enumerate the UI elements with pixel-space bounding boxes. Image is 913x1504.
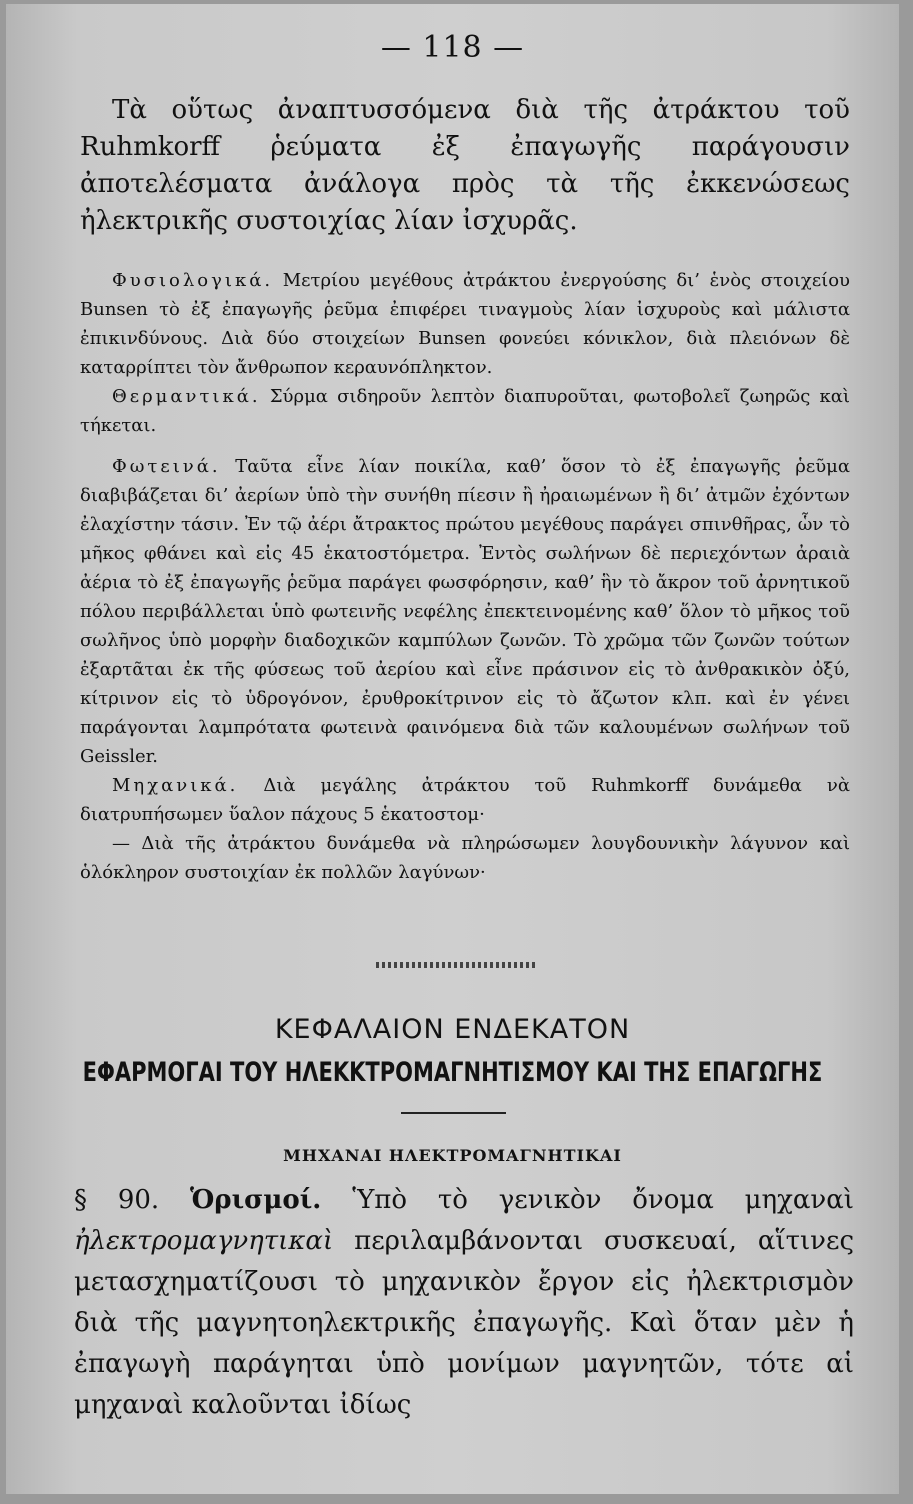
- effect-label: Φωτεινά.: [112, 456, 221, 477]
- book-page: [6, 4, 899, 1494]
- effect-physiological: [80, 266, 850, 382]
- effect-text: Σύρμα σιδηροῦν λεπτὸν διαπυροῦται, φωτοβολεῖ ζωηρῶς καὶ τήκεται.: [80, 386, 850, 436]
- effect-label: Θερμαντικά.: [112, 386, 261, 407]
- definition-paragraph: [74, 1180, 854, 1426]
- intro-text: Τὰ οὕτως ἀναπτυσσόμενα διὰ τῆς ἀτράκτου τοῦ Ruhmkorff ῥεύματα ἐξ ἐπαγωγῆς παράγουσιν ἀποτελέσματα ἀνάλογα πρὸς τὰ τῆς ἐκκενώσεως ἠλεκτρικῆς συστοιχίας λίαν ἰσχυρᾶς.: [80, 95, 850, 236]
- effect-luminous: [80, 452, 850, 771]
- ornamental-divider: [376, 962, 536, 968]
- effect-text: Διὰ μεγάλης ἀτράκτου τοῦ Ruhmkorff δυνάμεθα νὰ διατρυπήσωμεν ὕαλον πάχους 5 ἑκατοστομ·: [80, 775, 850, 825]
- effect-text: Ταῦτα εἶνε λίαν ποικίλα, καθ’ ὅσον τὸ ἐξ ἐπαγωγῆς ῥεῦμα διαβιβάζεται δι’ ἀερίων ὑπὸ τὴν συνήθη πίεσιν ἢ ἠραιωμένων ἢ δι’ ἀτμῶν ἐχόντων ἐλαχίστην τάσιν. Ἐν τῷ ἀέρι ἄτρακτος πρώτου μεγέθους παράγει σπινθῆρας, ὧν τὸ μῆκος φθάνει καὶ εἰς 45 ἑκατοστόμετρα. Ἐντὸς σωλήνων δὲ περιεχόντων ἀραιὰ ἀέρια τὸ ἐξ ἐπαγωγῆς ῥεῦμα παράγει φωσφόρησιν, καθ’ ἣν τὸ ἄκρον τοῦ ἀρνητικοῦ πόλου περιβάλλεται ὑπὸ φωτεινῆς νεφέλης ἐπεκτεινομένης καθ’ ὅλον τὸ μῆκος τοῦ σωλῆνος ὑπὸ μορφὴν διαδοχικῶν καμπύλων ζωνῶν. Τὸ χρῶμα τῶν ζωνῶν τούτων ἐξαρτᾶται ἐκ τῆς φύσεως τοῦ ἀερίου καὶ εἶνε πράσινον εἰς τὸ ἀνθρακικὸν ὀξύ, κίτρινον εἰς τὸ ὑδρογόνον, ἐρυθροκίτρινον εἰς τὸ ἄζωτον κλπ. καὶ ἐν γένει παράγονται λαμπρότατα φωτεινὰ φαινόμενα διὰ τῶν καλουμένων σωλήνων τοῦ Geissler.: [80, 456, 850, 767]
- definition-text-1: Ὑπὸ τὸ γενικὸν ὄνομα μηχαναὶ: [352, 1185, 854, 1215]
- definition-text-2: περιλαμβάνονται συσκευαί, αἵτινες μετασχηματίζουσι τὸ μηχανικὸν ἔργον εἰς ἠλεκτρισμὸν διὰ τῆς μαγνητοηλεκτρικῆς ἐπαγωγῆς. Καὶ ὅταν μὲν ἡ ἐπαγωγὴ παράγηται ὑπὸ μονίμων μαγνητῶν, τότε αἱ μηχαναὶ καλοῦνται ἰδίως: [74, 1226, 855, 1420]
- intro-paragraph: [80, 92, 850, 240]
- chapter-subtitle: ΕΦΑΡΜΟΓΑΙ ΤΟΥ ΗΛΕΚΚΤΡΟΜΑΓΝΗΤΙΣΜΟΥ ΚΑΙ ΤΗΣ ΕΠΑΓΩΓΗΣ: [82, 1057, 823, 1087]
- effect-text: Μετρίου μεγέθους ἀτράκτου ἐνεργούσης δι’ ἑνὸς στοιχείου Bunsen τὸ ἐξ ἐπαγωγῆς ῥεῦμα ἐπιφέρει τιναγμοὺς λίαν ἰσχυροὺς καὶ μάλιστα ἐπικινδύνους. Διὰ δύο στοιχείων Bunsen φονεύει κόνικλον, διὰ πλειόνων δὲ καταρρίπτει τὸν ἄνθρωπον κεραυνόπληκτον.: [80, 270, 850, 378]
- effect-label: Μηχανικά.: [112, 775, 239, 796]
- effect-thermal: [80, 382, 850, 440]
- definition-heading: Ὁρισμοί.: [190, 1185, 322, 1215]
- definition-italic-term: ἠλεκτρομαγνητικαὶ: [74, 1226, 334, 1256]
- dash-paragraph: — Διὰ τῆς ἀτράκτου δυνάμεθα νὰ πληρώσωμεν λουγδουνικὴν λάγυνον καὶ ὁλόκληρον συστοιχίαν ἐκ πολλῶν λαγύνων·: [80, 833, 850, 883]
- chapter-title: ΚΕΦΑΛΑΙΟΝ ΕΝΔΕΚΑΤΟΝ: [274, 1014, 631, 1045]
- page-number: — 118 —: [380, 30, 525, 65]
- effect-label: Φυσιολογικά.: [112, 270, 274, 291]
- title-rule: [401, 1112, 506, 1114]
- section-title: ΜΗΧΑΝΑΙ ΗΛΕΚΤΡΟΜΑΓΝΗΤΙΚΑΙ: [283, 1146, 622, 1165]
- section-number: § 90.: [74, 1185, 160, 1215]
- effect-mechanical: [80, 771, 850, 829]
- effects-list: [80, 266, 850, 887]
